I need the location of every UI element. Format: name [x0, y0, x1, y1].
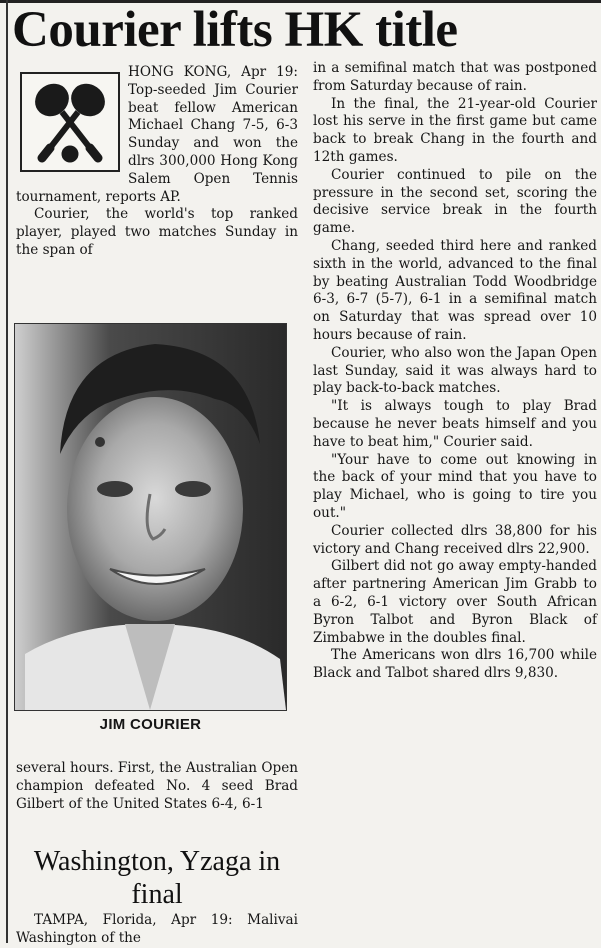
article-paragraph: Chang, seeded third here and ranked sixth in the world, advanced to the final by beating Australian Todd Woodbridge 6-3, 6-7 (5-7), 6-1 in a semifinal match on Saturday that was spread over 10 hours because of rain. — [313, 237, 597, 343]
article-paragraph: "It is always tough to play Brad because he never beats himself and you have to beat him," Courier said. — [313, 398, 597, 450]
portrait-photo — [14, 323, 287, 711]
article-paragraph: Courier collected dlrs 38,800 for his victory and Chang received dlrs 22,900. — [313, 522, 597, 557]
headline: Courier lifts HK title — [12, 2, 458, 58]
tennis-rackets-icon — [20, 72, 120, 172]
column-rule — [6, 0, 8, 943]
article-paragraph: In the final, the 21-year-old Courier lost his serve in the first game but came back to break Chang in the fourth and 12th games. — [313, 95, 597, 165]
photo-caption: JIM COURIER — [99, 716, 202, 733]
article-paragraph: Courier, who also won the Japan Open last Sunday, said it was always hard to play back-to-back matches. — [313, 344, 597, 397]
column-1-bottom — [16, 760, 298, 813]
second-article-lead: TAMPA, Florida, Apr 19: Malivai Washington of the — [16, 912, 298, 946]
column-2 — [313, 60, 597, 683]
article-paragraph: The Americans won dlrs 16,700 while Black and Talbot shared dlrs 9,830. — [313, 647, 597, 682]
column-1-top — [16, 64, 298, 260]
article-paragraph: several hours. First, the Australian Open champion defeated No. 4 seed Brad Gilbert of the United States 6-4, 6-1 — [16, 760, 298, 812]
second-article-lead-column — [16, 912, 298, 948]
second-headline: Washington, Yzaga in final — [33, 846, 281, 910]
article-paragraph: Courier, the world's top ranked player, played two matches Sunday in the span of — [16, 206, 298, 258]
article-paragraph: "Your have to come out knowing in the back of your mind that you have to play Michael, who is going to tire you out." — [313, 451, 597, 521]
article-paragraph: Gilbert did not go away empty-handed after partnering American Jim Grabb to a 6-2, 6-1 victory over South African Byron Talbot and Byron Black of Zimbabwe in the doubles final. — [313, 558, 597, 646]
article-paragraph: in a semifinal match that was postponed from Saturday because of rain. — [313, 60, 597, 94]
article-paragraph: Courier continued to pile on the pressure in the second set, scoring the decisive service break in the fourth game. — [313, 166, 597, 237]
article-lead: HONG KONG, Apr 19: Top-seeded Jim Courier beat fellow American Michael Chang 7-5, 6-3 Sunday and won the dlrs 300,000 Hong Kong Salem Open Tennis tournament, reports AP. — [16, 64, 298, 205]
